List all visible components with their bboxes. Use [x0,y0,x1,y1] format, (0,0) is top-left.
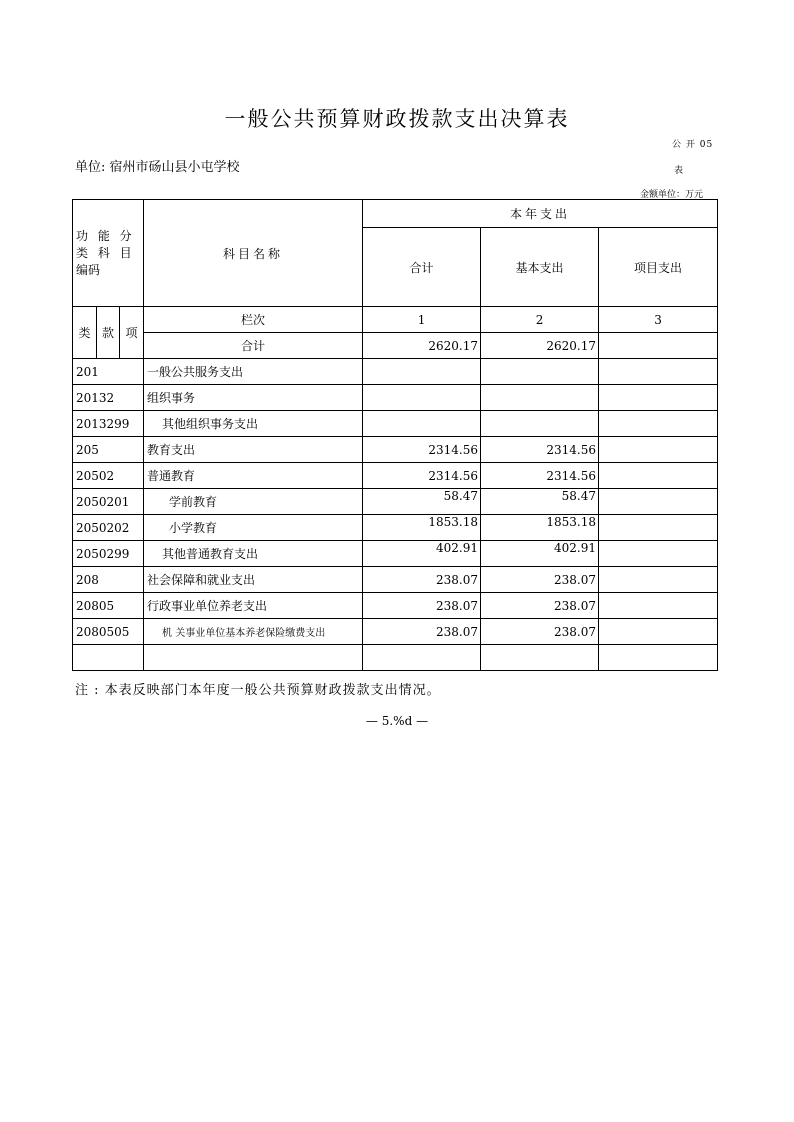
row-basic: 58.47 [481,489,599,515]
row-total: 58.47 [363,489,481,515]
row-subject-name: 社会保障和就业支出 [144,567,363,593]
row-basic: 238.07 [481,619,599,645]
row-total: 2314.56 [363,463,481,489]
row-total [363,359,481,385]
row-subject-name: 小学教育 [144,515,363,541]
row-subject-name: 机 关事业单位基本养老保险缴费支出 [144,619,363,645]
row-subject-name: 普通教育 [144,463,363,489]
row-subject-name: 组织事务 [144,385,363,411]
column-number-2: 2 [481,307,599,333]
row-subject-name: 其他普通教育支出 [144,541,363,567]
column-label: 栏次 [144,307,363,333]
row-code: 2050299 [73,541,144,567]
row-subject-name: 行政事业单位养老支出 [144,593,363,619]
amount-unit-label: 金额单位：万元 [640,190,704,200]
unit-label: 单位: 宿州市砀山县小屯学校 [75,160,240,175]
total-header: 合计 [363,228,481,307]
expenditure-table [72,199,718,671]
func-code-line3: 编码 [76,262,101,277]
row-code: 2013299 [73,411,144,437]
table-row [73,411,718,437]
row-code: 2050202 [73,515,144,541]
lei-header: 类 [73,307,97,359]
page-title: 一般公共预算财政拨款支出决算表 [224,107,570,131]
row-basic: 2314.56 [481,437,599,463]
row-total: 1853.18 [363,515,481,541]
table-row [73,385,718,411]
row-code: 201 [73,359,144,385]
func-code-line1: 功 能 分 [76,228,135,243]
table-row [73,619,718,645]
sum-basic: 2620.17 [481,333,599,359]
row-total: 238.07 [363,619,481,645]
row-total: 238.07 [363,593,481,619]
sum-project [599,333,718,359]
row-basic [481,385,599,411]
row-basic: 2314.56 [481,463,599,489]
func-code-header [73,200,144,307]
table-row [73,489,718,515]
form-number: 公 开 05 [672,140,714,150]
row-project [599,359,718,385]
row-total: 2314.56 [363,437,481,463]
row-code: 2080505 [73,619,144,645]
row-subject-name [144,645,363,671]
row-total [363,411,481,437]
row-code: 205 [73,437,144,463]
row-basic: 238.07 [481,593,599,619]
row-total: 238.07 [363,567,481,593]
row-project [599,515,718,541]
row-total [363,645,481,671]
row-project [599,411,718,437]
current-year-header [363,200,718,228]
row-basic [481,645,599,671]
row-basic: 402.91 [481,541,599,567]
row-project [599,489,718,515]
row-project [599,567,718,593]
row-basic: 238.07 [481,567,599,593]
subject-name-header-label: 科目名称 [223,246,284,261]
current-year-label: 本年支出 [510,207,571,221]
row-project [599,541,718,567]
kuan-header: 款 [97,307,120,359]
column-number-3: 3 [599,307,718,333]
row-code: 20805 [73,593,144,619]
table-row [73,645,718,671]
footnote: 注 : 本表反映部门本年度一般公共预算财政拨款支出情况。 [75,683,441,698]
basic-header: 基本支出 [481,228,599,307]
xiang-header: 项 [120,307,144,359]
row-project [599,619,718,645]
table-row [73,515,718,541]
row-subject-name: 学前教育 [144,489,363,515]
row-code: 208 [73,567,144,593]
table-row [73,541,718,567]
table-row [73,437,718,463]
row-code: 20132 [73,385,144,411]
row-subject-name: 教育支出 [144,437,363,463]
row-total: 402.91 [363,541,481,567]
column-number-1: 1 [363,307,481,333]
form-number-suffix: 表 [674,166,684,176]
row-code: 20502 [73,463,144,489]
row-subject-name: 其他组织事务支出 [144,411,363,437]
row-project [599,437,718,463]
table-row [73,463,718,489]
page-number: — 5.%d — [365,714,429,728]
row-total [363,385,481,411]
row-code: 2050201 [73,489,144,515]
table-row [73,593,718,619]
project-header: 项目支出 [599,228,718,307]
row-project [599,385,718,411]
table-row [73,359,718,385]
sum-label: 合计 [144,333,363,359]
row-code [73,645,144,671]
row-project [599,593,718,619]
row-basic: 1853.18 [481,515,599,541]
row-project [599,645,718,671]
sum-total: 2620.17 [363,333,481,359]
row-basic [481,359,599,385]
row-subject-name: 一般公共服务支出 [144,359,363,385]
table-row [73,567,718,593]
row-project [599,463,718,489]
func-code-line2: 类 科 目 [76,245,135,260]
subject-name-header [144,200,363,307]
row-basic [481,411,599,437]
